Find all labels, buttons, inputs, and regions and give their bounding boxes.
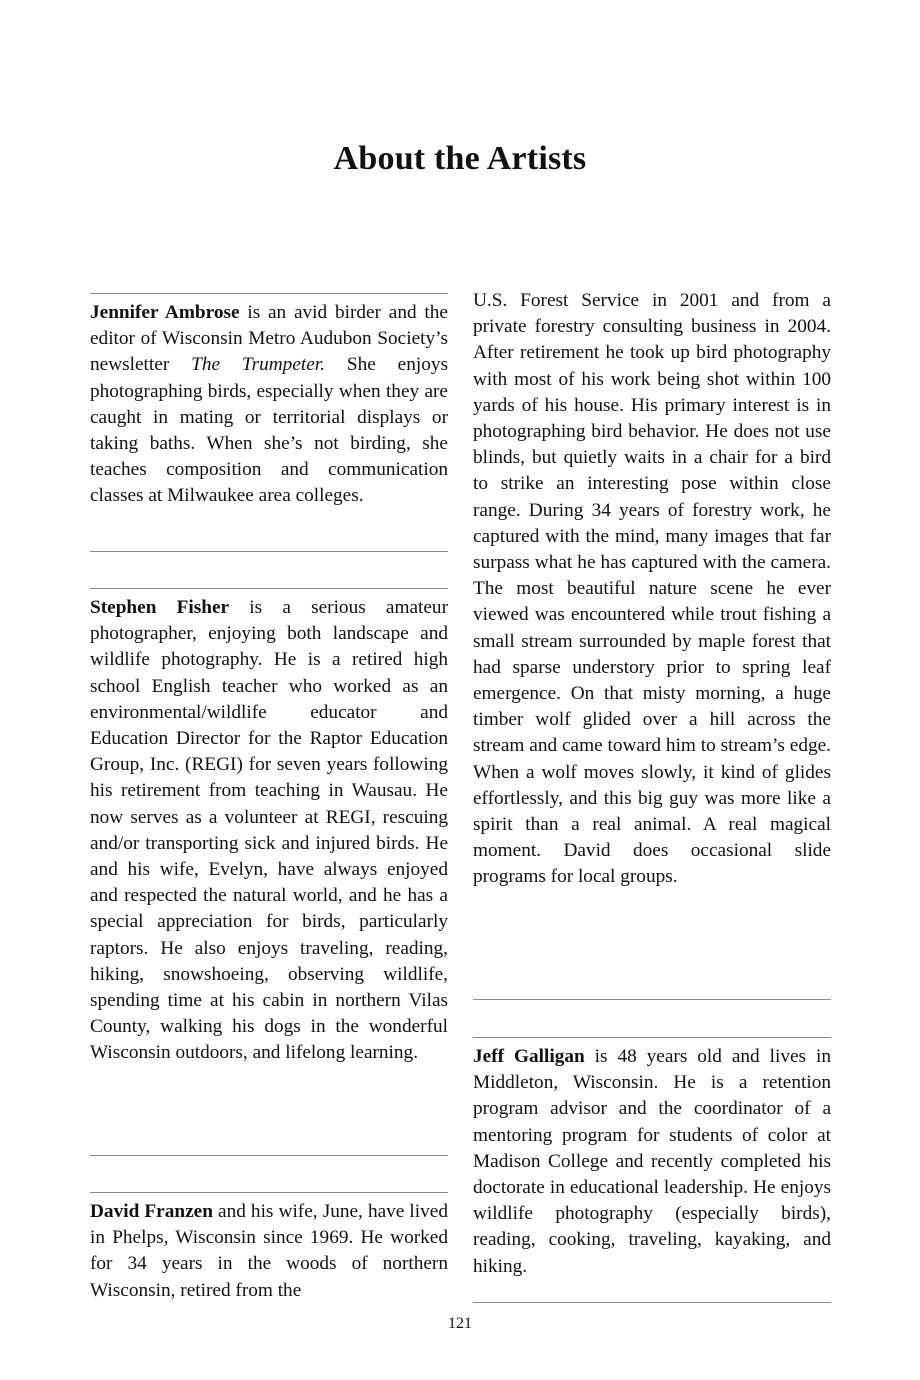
page-title: About the Artists bbox=[333, 140, 587, 177]
bio-text: U.S. Forest Service in 2001 and from a private forestry consulting business in 2004. After retirement he took up bird photography with most of his work being shot within 100 yards of his house. His primary interest is in photographing bird behavior. He does not use blinds, but quietly waits in a chair for a bird to strike an interesting pose within close range. During 34 years of forestry work, he captured with the mind, many images that far surpass what he has captured with the camera. The most beautiful nature scene he ever viewed was encountered while trout fishing a small stream surrounded by maple forest that had sparse understory prior to spring leaf emergence. On that misty morning, a huge timber wolf glided over a hill across the stream and came toward him to stream’s edge. When a wolf moves slowly, it kind of glides effortlessly, and this big guy was more like a spirit than a real animal. A real magical moment. David does occasional slide programs for local groups. bbox=[473, 290, 831, 888]
bio-stephen-fisher bbox=[90, 595, 448, 1067]
divider bbox=[90, 1155, 448, 1156]
bio-jennifer-ambrose bbox=[90, 300, 448, 510]
newsletter-title: The Trumpeter. bbox=[191, 354, 325, 376]
bio-text: is 48 years old and lives in Middleton, Wisconsin. He is a retention program advisor and the coordinator of a mentoring program for students of color at Madison College and recently completed his doctorate in educational leadership. He enjoys wildlife photography (especially birds), reading, cooking, traveling, kayaking, and hiking. bbox=[473, 1046, 831, 1277]
bio-text: She enjoys photographing birds, especially when they are caught in mating or territorial displays or taking baths. When she’s not birding, she teaches composition and communication classes at Milwaukee area colleges. bbox=[90, 354, 448, 507]
bio-text: is a serious amateur photographer, enjoying both landscape and wildlife photography. He is a retired high school English teacher who worked as an environmental/wildlife educator and Education Director for the Raptor Education Group, Inc. (REGI) for seven years following his retirement from teaching in Wausau. He now serves as a volunteer at REGI, rescuing and/or transporting sick and injured birds. He and his wife, Evelyn, have always enjoyed and respected the natural world, and he has a special appreciation for birds, particularly raptors. He also enjoys traveling, reading, hiking, snowshoeing, observing wildlife, spending time at his cabin in northern Vilas County, walking his dogs in the wonderful Wisconsin outdoors, and lifelong learning. bbox=[90, 597, 448, 1064]
artist-name: David Franzen bbox=[90, 1201, 213, 1222]
artist-name: Jeff Galligan bbox=[473, 1046, 585, 1067]
bio-text: and his wife, June, have lived in Phelps, Wisconsin since 1969. He worked for 34 years in the woods of northern Wisconsin, retired from the bbox=[90, 1201, 448, 1301]
page-number: 121 bbox=[448, 1315, 472, 1332]
artist-name: Jennifer Ambrose bbox=[90, 302, 240, 323]
divider bbox=[90, 1192, 448, 1193]
divider bbox=[473, 999, 831, 1000]
bio-jeff-galligan bbox=[473, 1044, 831, 1280]
bio-david-franzen bbox=[90, 1199, 448, 1304]
artist-name: Stephen Fisher bbox=[90, 597, 230, 618]
divider bbox=[473, 1037, 831, 1038]
divider bbox=[90, 551, 448, 552]
divider bbox=[90, 588, 448, 589]
divider bbox=[473, 1302, 831, 1303]
bio-david-franzen-continued bbox=[473, 288, 831, 891]
bio-text: is an avid birder and the editor of Wisconsin Metro Audubon Society’s newsletter bbox=[90, 302, 448, 376]
divider bbox=[90, 293, 448, 294]
